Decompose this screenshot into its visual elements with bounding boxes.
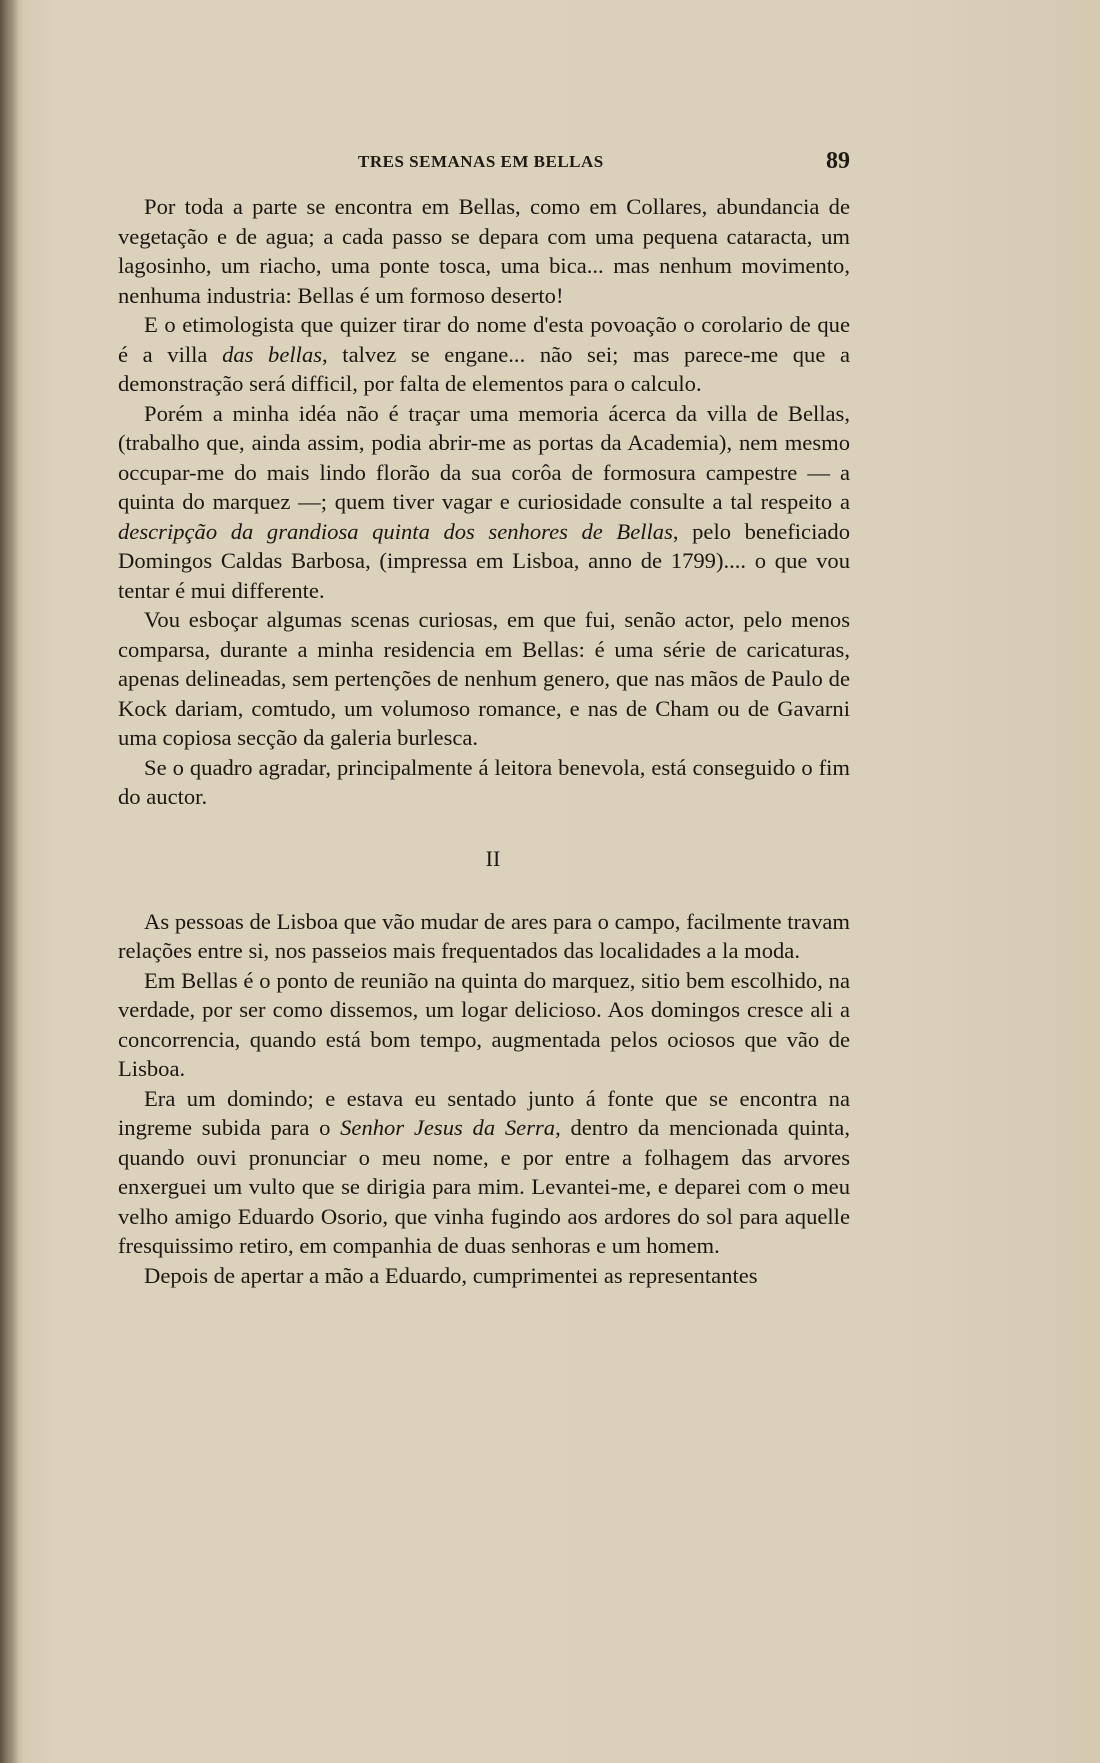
paragraph-9: Depois de apertar a mão a Eduardo, cumprimentei as representantes	[144, 1262, 758, 1288]
paragraph-5: Se o quadro agradar, principalmente á leitora benevola, está conseguido o fim do auctor.	[118, 754, 850, 809]
paragraph-3-text-a: Porém a minha idéa não é traçar uma memoria ácerca da villa de Bellas, (trabalho que, ainda assim, podia abrir-me as portas da Academia), nem mesmo occupar-me do mais lindo florão da sua corôa de formosura campestre — a quinta do marquez —; quem tiver vagar e curiosidade consulte a tal respeito a	[118, 400, 850, 514]
page-gutter-shadow	[0, 0, 18, 1763]
paragraph-4: Vou esboçar algumas scenas curiosas, em que fui, senão actor, pelo menos comparsa, durante a minha residencia em Bellas: é uma série de caricaturas, apenas delineadas, sem pertenções de nenhum genero, que nas mãos de Paulo de Kock dariam, comtudo, um volumoso romance, e nas de Cham ou de Gavarni uma copiosa secção da galeria burlesca.	[118, 607, 850, 750]
paragraph-2-text-b: , talvez se engane... não sei; mas parece-me que a demonstração será difficil, por falta de elementos para o calculo.	[118, 341, 850, 396]
paragraph-8-text-a: Era um domindo; e estava eu sentado junto á fonte que se encontra na ingreme subida para o	[118, 1085, 850, 1140]
paragraph-3	[118, 399, 850, 606]
paragraph-2-text-a: E o etimologista que quizer tirar do nome d'esta povoação o corolario de que é a villa	[118, 312, 850, 367]
paragraph-2-italic: das bellas	[222, 341, 323, 367]
running-title: TRES SEMANAS EM BELLAS	[358, 152, 604, 171]
paragraph-8	[118, 1084, 850, 1261]
page-header	[118, 148, 854, 178]
paragraph-7: Em Bellas é o ponto de reunião na quinta do marquez, sitio bem escolhido, na verdade, por ser como dissemos, um logar delicioso. Aos domingos cresce ali a concorrencia, quando está bom tempo, augmentada pelos ociosos que vão de Lisboa.	[118, 967, 850, 1081]
paragraph-8-italic: Senhor Jesus da Serra	[340, 1115, 556, 1140]
paragraph-3-italic: descripção da grandiosa quinta dos senhores de Bellas	[118, 518, 673, 544]
paragraph-6: As pessoas de Lisboa que vão mudar de ares para o campo, facilmente travam relações entre si, nos passeios mais frequentados das localidades a la moda.	[118, 908, 850, 963]
paragraph-8-text-b: , dentro da mencionada quinta, quando ouvi pronunciar o meu nome, e por entre a folhagem das arvores enxerguei um vulto que se dirigia para mim. Levantei-me, e deparei com o meu velho amigo Eduardo Osorio, que vinha fugindo aos ardores do sol para aquelle fresquissimo retiro, em companhia de duas senhoras e um homem.	[118, 1115, 850, 1258]
paragraph-3-text-b: , pelo beneficiado Domingos Caldas Barbosa, (impressa em Lisboa, anno de 1799).... o que vou tentar é mui differente.	[118, 518, 850, 603]
body-text	[118, 192, 850, 1290]
paragraph-2	[118, 310, 850, 399]
paragraph-1: Por toda a parte se encontra em Bellas, como em Collares, abundancia de vegetação e de agua; a cada passo se depara com uma pequena cataracta, um lagosinho, um riacho, uma ponte tosca, uma bica... mas nenhum movimento, nenhuma industria: Bellas é um formoso deserto!	[118, 194, 850, 308]
section-heading: II	[485, 845, 501, 871]
page-number: 89	[826, 148, 850, 174]
